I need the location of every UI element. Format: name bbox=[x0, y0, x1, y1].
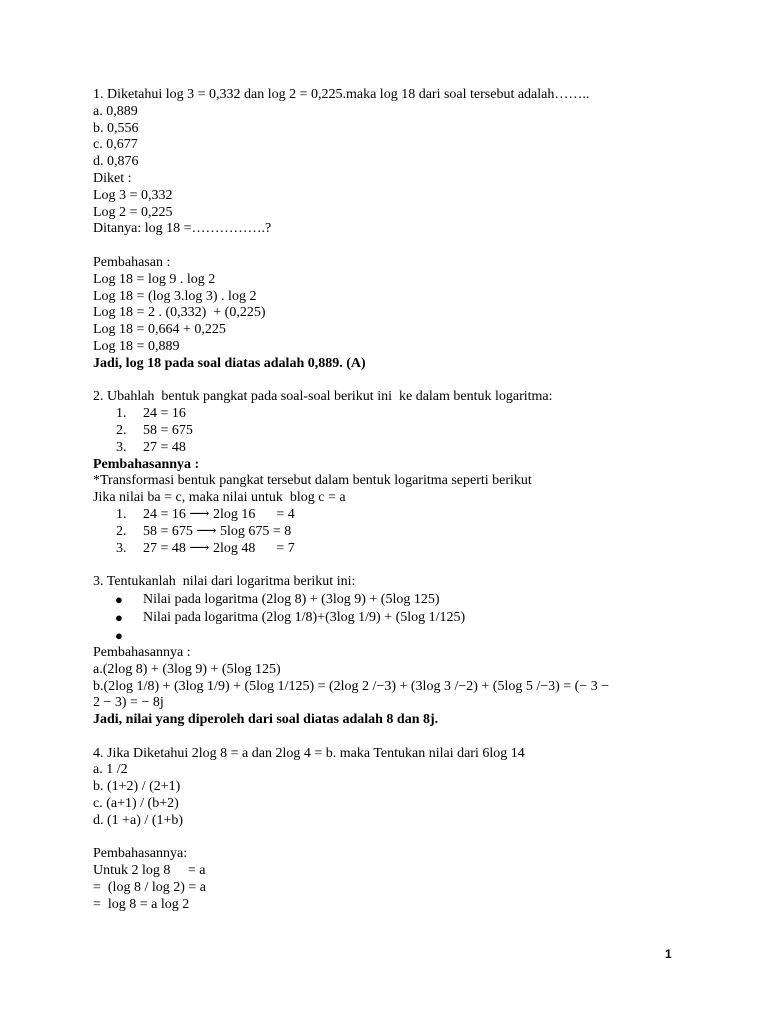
q3-solution-line: a.(2log 8) + (3log 9) + (5log 125) bbox=[93, 661, 281, 677]
q1-step: Log 18 = 0,664 + 0,225 bbox=[93, 322, 226, 338]
spacer bbox=[93, 373, 693, 390]
spacer bbox=[93, 729, 693, 746]
list-text: 58 = 675 bbox=[143, 422, 193, 438]
q1-question: 1. Diketahui log 3 = 0,332 dan log 2 = 0,225.maka log 18 dari soal tersebut adalah…….. bbox=[93, 87, 590, 102]
q4-option-a: a. 1 /2 bbox=[93, 762, 128, 778]
q3-solution-line: 2 − 3) = − 8j bbox=[93, 695, 164, 711]
q4-solution-title: Pembahasannya: bbox=[93, 846, 188, 862]
q3-bullet-item bbox=[93, 609, 693, 627]
q3-solution-title: Pembahasannya : bbox=[93, 644, 191, 660]
q4-option-d: d. (1 +a) / (1+b) bbox=[93, 812, 184, 828]
q2-answer-item bbox=[93, 524, 693, 541]
list-number: 3. bbox=[116, 439, 127, 455]
q1-given-label: Diket : bbox=[93, 170, 132, 186]
q2-intro-line: *Transformasi bentuk pangkat tersebut dalam bentuk logaritma seperti berikut bbox=[93, 473, 532, 489]
q4-option-c: c. (a+1) / (b+2) bbox=[93, 796, 179, 812]
list-text: 27 = 48 ⟶ 2log 48 = 7 bbox=[143, 540, 295, 556]
list-text: 24 = 16 ⟶ 2log 16 = 4 bbox=[143, 506, 295, 522]
list-number: 3. bbox=[116, 540, 127, 556]
spacer bbox=[93, 830, 693, 847]
q2-solution-title: Pembahasannya : bbox=[93, 456, 200, 472]
q4-step: Untuk 2 log 8 = a bbox=[93, 863, 206, 879]
list-text: 24 = 16 bbox=[143, 406, 186, 422]
q1-solution-title: Pembahasan : bbox=[93, 254, 171, 270]
q4-question: 4. Jika Diketahui 2log 8 = a dan 2log 4 = b. maka Tentukan nilai dari 6log 14 bbox=[93, 745, 525, 761]
bullet-text: Nilai pada logaritma (2log 1/8)+(3log 1/9) + (5log 1/125) bbox=[143, 609, 466, 625]
list-number: 1. bbox=[116, 406, 127, 422]
q1-step: Log 18 = 0,889 bbox=[93, 338, 180, 354]
q3-conclusion: Jadi, nilai yang diperoleh dari soal diatas adalah 8 dan 8j. bbox=[93, 712, 439, 728]
q1-option-b: b. 0,556 bbox=[93, 120, 139, 136]
bullet-icon: ● bbox=[115, 627, 123, 643]
q1-option-a: a. 0,889 bbox=[93, 103, 138, 119]
q2-list-item bbox=[93, 423, 693, 440]
q1-step: Log 18 = log 9 . log 2 bbox=[93, 271, 216, 287]
q1-conclusion: Jadi, log 18 pada soal diatas adalah 0,889. (A) bbox=[93, 355, 366, 371]
q1-option-c: c. 0,677 bbox=[93, 137, 138, 153]
list-text: 58 = 675 ⟶ 5log 675 = 8 bbox=[143, 523, 292, 539]
list-number: 2. bbox=[116, 523, 127, 539]
list-number: 1. bbox=[116, 506, 127, 522]
q4-option-b: b. (1+2) / (2+1) bbox=[93, 779, 181, 795]
spacer bbox=[93, 557, 693, 574]
q3-bullet-item bbox=[93, 591, 693, 609]
q1-given-line: Log 2 = 0,225 bbox=[93, 204, 173, 220]
bullet-text: Nilai pada logaritma (2log 8) + (3log 9) + (5log 125) bbox=[143, 591, 440, 607]
spacer bbox=[93, 238, 693, 255]
q2-list-item bbox=[93, 406, 693, 423]
q2-question: 2. Ubahlah bentuk pangkat pada soal-soal berikut ini ke dalam bentuk logaritma: bbox=[93, 389, 553, 405]
bullet-icon: ● bbox=[115, 591, 123, 607]
q3-question: 3. Tentukanlah nilai dari logaritma berikut ini: bbox=[93, 574, 356, 590]
q1-step: Log 18 = 2 . (0,332) + (0,225) bbox=[93, 305, 266, 321]
q2-list-item bbox=[93, 440, 693, 457]
list-number: 2. bbox=[116, 422, 127, 438]
document-page bbox=[93, 87, 693, 914]
q2-answer-item bbox=[93, 507, 693, 524]
q3-solution-line: b.(2log 1/8) + (3log 1/9) + (5log 1/125) = (2log 2 /−3) + (3log 3 /−2) + (5log 5 /−3) = (− 3 − bbox=[93, 678, 610, 694]
q4-step: = log 8 = a log 2 bbox=[93, 896, 190, 912]
q1-given-line: Log 3 = 0,332 bbox=[93, 187, 173, 203]
bullet-icon: ● bbox=[115, 609, 123, 625]
q1-option-d: d. 0,876 bbox=[93, 154, 139, 170]
page-number: 1 bbox=[665, 947, 672, 961]
q2-intro-line: Jika nilai ba = c, maka nilai untuk blog c = a bbox=[93, 490, 346, 506]
q1-step: Log 18 = (log 3.log 3) . log 2 bbox=[93, 288, 257, 304]
q2-answer-item bbox=[93, 541, 693, 558]
list-text: 27 = 48 bbox=[143, 439, 186, 455]
q1-asked-line: Ditanya: log 18 =…………….? bbox=[93, 221, 272, 237]
q3-bullet-item bbox=[93, 627, 693, 645]
q4-step: = (log 8 / log 2) = a bbox=[93, 880, 206, 896]
